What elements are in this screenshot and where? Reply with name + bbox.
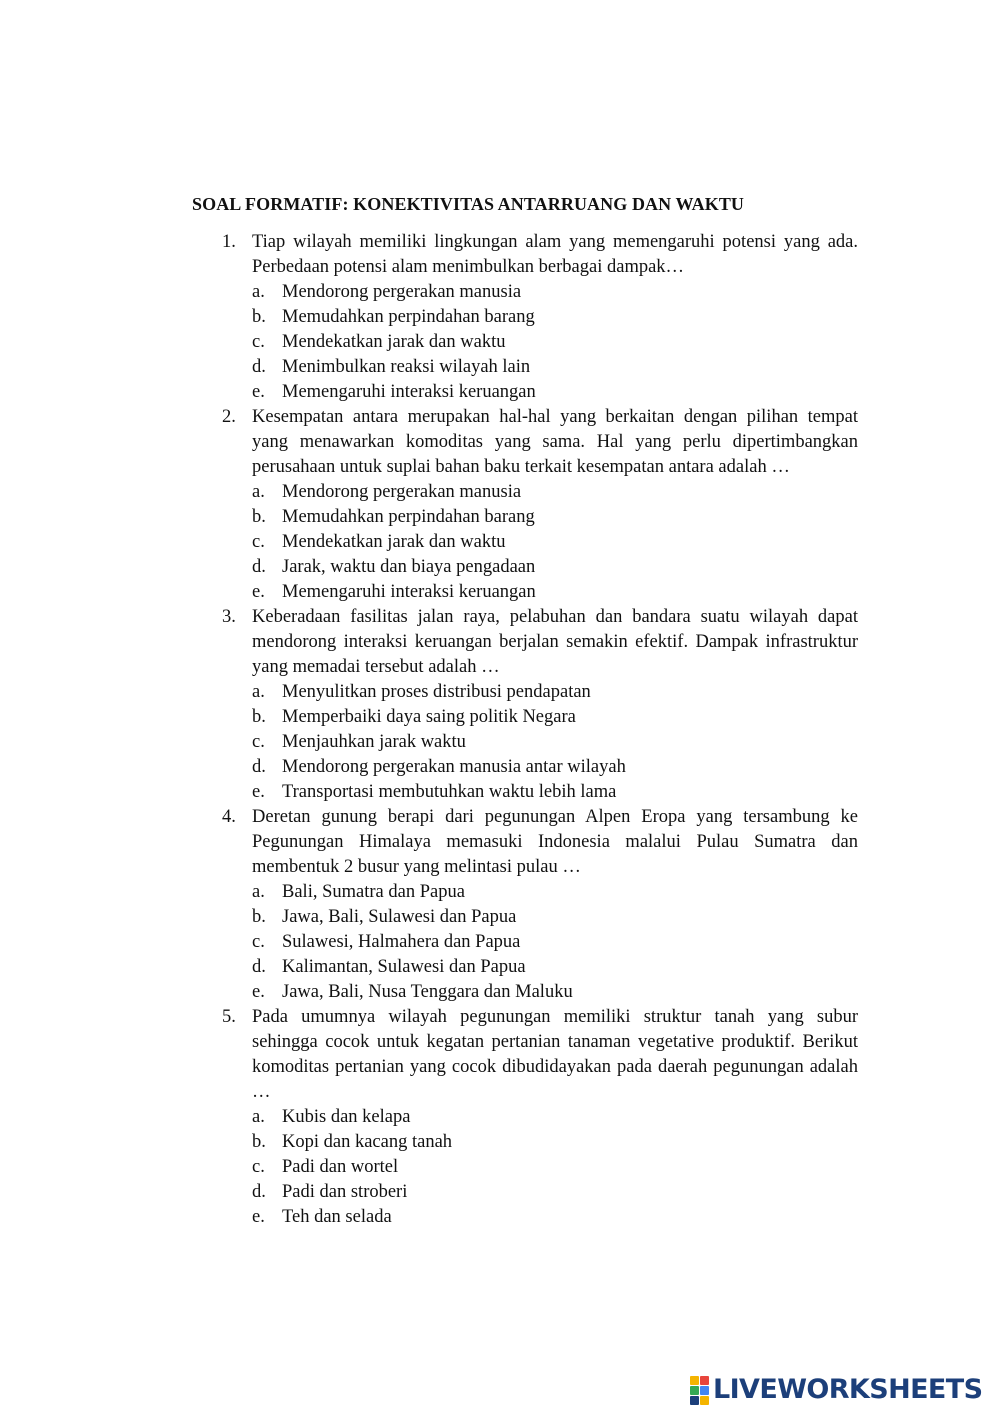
- answer-option: [252, 880, 858, 905]
- question-3: [222, 605, 858, 805]
- answer-option: [252, 905, 858, 930]
- option-text: Jawa, Bali, Nusa Tenggara dan Maluku: [282, 982, 573, 1002]
- answer-option: [252, 380, 858, 405]
- liveworksheets-logo-icon: [690, 1376, 709, 1405]
- answer-option: [252, 755, 858, 780]
- answer-option: [252, 480, 858, 505]
- option-text: Menjauhkan jarak waktu: [282, 732, 466, 752]
- answer-option: [252, 505, 858, 530]
- answer-option: [252, 780, 858, 805]
- option-letter: a.: [252, 482, 265, 502]
- option-letter: b.: [252, 907, 266, 927]
- option-text: Jarak, waktu dan biaya pengadaan: [282, 557, 536, 577]
- option-text: Padi dan stroberi: [282, 1182, 408, 1202]
- option-letter: d.: [252, 957, 266, 977]
- answer-option: [252, 305, 858, 330]
- answer-option: [252, 705, 858, 730]
- option-letter: d.: [252, 557, 266, 577]
- question-stem: [222, 605, 858, 680]
- option-text: Sulawesi, Halmahera dan Papua: [282, 932, 521, 952]
- option-text: Mendorong pergerakan manusia: [282, 282, 522, 302]
- option-letter: c.: [252, 332, 265, 352]
- logo-mark-tile: [700, 1386, 709, 1395]
- option-text: Mendekatkan jarak dan waktu: [282, 532, 506, 552]
- option-letter: d.: [252, 357, 266, 377]
- option-letter: b.: [252, 507, 266, 527]
- question-5: [222, 1005, 858, 1230]
- option-letter: b.: [252, 1132, 266, 1152]
- question-number: 3.: [222, 607, 236, 627]
- answer-option: [252, 280, 858, 305]
- question-number: 2.: [222, 407, 236, 427]
- question-text: Pada umumnya wilayah pegunungan memiliki struktur tanah yang subur sehingga cocok untuk kegatan pertanian tanaman vegetative produktif. Berikut komoditas pertanian yang cocok dibudidayakan pada daerah pegunungan adalah …: [252, 1007, 858, 1102]
- answer-option: [252, 530, 858, 555]
- option-text: Kubis dan kelapa: [282, 1107, 411, 1127]
- option-letter: b.: [252, 307, 266, 327]
- option-text: Transportasi membutuhkan waktu lebih lama: [282, 782, 617, 802]
- option-letter: a.: [252, 682, 265, 702]
- question-stem: [222, 405, 858, 480]
- answer-option: [252, 1180, 858, 1205]
- question-1: [222, 230, 858, 405]
- option-letter: a.: [252, 1107, 265, 1127]
- option-text: Memengaruhi interaksi keruangan: [282, 382, 536, 402]
- answer-option: [252, 680, 858, 705]
- page-title: SOAL FORMATIF: KONEKTIVITAS ANTARRUANG DAN WAKTU: [192, 194, 745, 214]
- option-letter: a.: [252, 882, 265, 902]
- option-text: Teh dan selada: [282, 1207, 392, 1227]
- question-number: 1.: [222, 232, 236, 252]
- option-text: Kalimantan, Sulawesi dan Papua: [282, 957, 526, 977]
- option-letter: e.: [252, 582, 265, 602]
- question-list: [222, 230, 858, 1230]
- option-text: Padi dan wortel: [282, 1157, 399, 1177]
- question-text: Deretan gunung berapi dari pegunungan Alpen Eropa yang tersambung ke Pegunungan Himalaya memasuki Indonesia malalui Pulau Sumatra dan membentuk 2 busur yang melintasi pulau …: [252, 807, 858, 877]
- option-text: Menyulitkan proses distribusi pendapatan: [282, 682, 591, 702]
- question-4: [222, 805, 858, 1005]
- logo-text: LIVEWORKSHEETS: [713, 1374, 983, 1405]
- option-text: Bali, Sumatra dan Papua: [282, 882, 465, 902]
- question-number: 5.: [222, 1007, 236, 1027]
- answer-option: [252, 555, 858, 580]
- option-letter: b.: [252, 707, 266, 727]
- question-stem: [222, 230, 858, 280]
- option-letter: c.: [252, 732, 265, 752]
- option-letter: e.: [252, 1207, 265, 1227]
- question-text: Keberadaan fasilitas jalan raya, pelabuhan dan bandara suatu wilayah dapat mendorong interaksi keruangan berjalan semakin efektif. Dampak infrastruktur yang memadai tersebut adalah …: [252, 607, 858, 677]
- logo-mark-tile: [700, 1376, 709, 1385]
- logo-mark-tile: [690, 1376, 699, 1385]
- answer-option: [252, 330, 858, 355]
- option-letter: d.: [252, 1182, 266, 1202]
- option-letter: a.: [252, 282, 265, 302]
- option-text: Memudahkan perpindahan barang: [282, 507, 535, 527]
- answer-option: [252, 1205, 858, 1230]
- answer-option: [252, 930, 858, 955]
- option-letter: c.: [252, 932, 265, 952]
- option-text: Kopi dan kacang tanah: [282, 1132, 453, 1152]
- answer-option: [252, 955, 858, 980]
- option-letter: d.: [252, 757, 266, 777]
- answer-option: [252, 1155, 858, 1180]
- option-letter: e.: [252, 782, 265, 802]
- answer-option: [252, 355, 858, 380]
- liveworksheets-logo: [690, 1375, 982, 1405]
- answer-option: [252, 730, 858, 755]
- option-text: Memudahkan perpindahan barang: [282, 307, 535, 327]
- answer-option: [252, 580, 858, 605]
- answer-option: [252, 1105, 858, 1130]
- answer-option: [252, 980, 858, 1005]
- option-letter: c.: [252, 1157, 265, 1177]
- option-letter: e.: [252, 982, 265, 1002]
- option-text: Mendorong pergerakan manusia: [282, 482, 522, 502]
- logo-mark-tile: [700, 1396, 709, 1405]
- logo-mark-tile: [690, 1386, 699, 1395]
- option-text: Menimbulkan reaksi wilayah lain: [282, 357, 531, 377]
- question-stem: [222, 805, 858, 880]
- option-letter: c.: [252, 532, 265, 552]
- question-2: [222, 405, 858, 605]
- option-text: Mendekatkan jarak dan waktu: [282, 332, 506, 352]
- option-letter: e.: [252, 382, 265, 402]
- option-text: Memengaruhi interaksi keruangan: [282, 582, 536, 602]
- option-text: Mendorong pergerakan manusia antar wilayah: [282, 757, 626, 777]
- question-text: Kesempatan antara merupakan hal-hal yang berkaitan dengan pilihan tempat yang menawarkan komoditas yang sama. Hal yang perlu dipertimbangkan perusahaan untuk suplai bahan baku terkait kesempatan antara adalah …: [252, 407, 858, 477]
- question-text: Tiap wilayah memiliki lingkungan alam yang memengaruhi potensi yang ada. Perbedaan potensi alam menimbulkan berbagai dampak…: [252, 232, 858, 277]
- answer-option: [252, 1130, 858, 1155]
- question-stem: [222, 1005, 858, 1105]
- logo-mark-tile: [690, 1396, 699, 1405]
- option-text: Jawa, Bali, Sulawesi dan Papua: [282, 907, 517, 927]
- option-text: Memperbaiki daya saing politik Negara: [282, 707, 576, 727]
- question-number: 4.: [222, 807, 236, 827]
